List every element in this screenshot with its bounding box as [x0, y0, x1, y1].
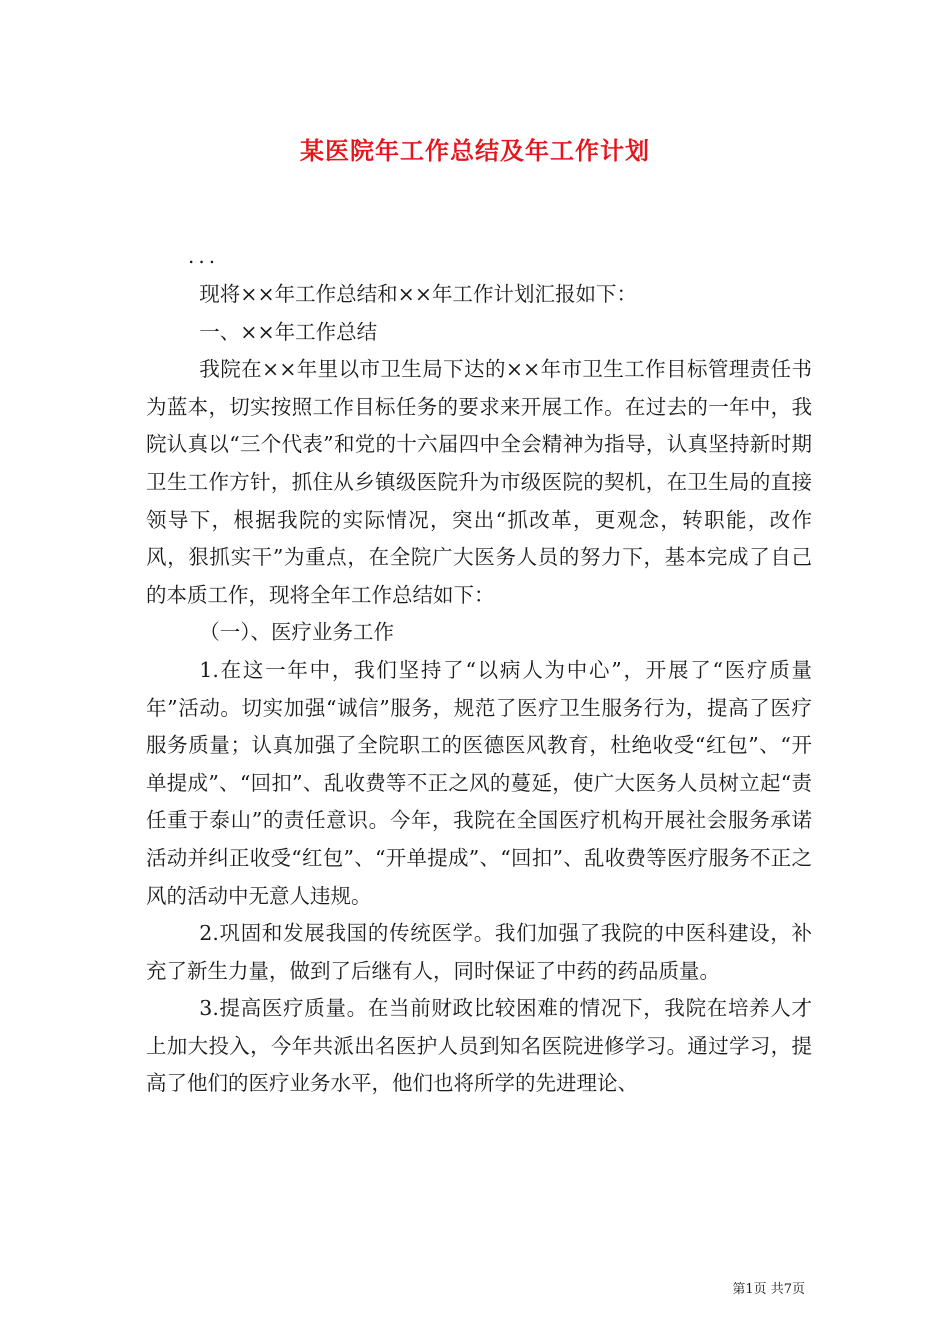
intro-paragraph: 现将××年工作总结和××年工作计划汇报如下： [199, 282, 638, 306]
item-1-paragraph: 1.在这一年中，我们坚持了“以病人为中心”，开展了“医疗质量年”活动。切实加强“诚信”服务，规范了医疗卫生服务行为，提高了医疗服务质量；认真加强了全院职工的医德医风教育，杜绝收受“红包”、“开单提成”、“回扣”、乱收费等不正之风的蔓延，使广大医务人员树立起“责任重于泰山”的责任意识。今年，我院在全国医疗机构开展社会服务承诺活动并纠正收受“红包”、“开单提成”、“回扣”、乱收费等医疗服务不正之风的活动中无意人违规。 [146, 657, 812, 908]
section-heading: 一、××年工作总结 [199, 319, 378, 344]
item-3-paragraph: 3.提高医疗质量。在当前财政比较困难的情况下，我院在培养人才上加大投入，今年共派出名医护人员到知名医院进修学习。通过学习，提高了他们的医疗业务水平，他们也将所学的先进理论、 [146, 996, 812, 1096]
document-body [146, 276, 812, 1103]
summary-paragraph: 我院在××年里以市卫生局下达的××年市卫生工作目标管理责任书为蓝本，切实按照工作目标任务的要求来开展工作。在过去的一年中，我院认真以“三个代表”和党的十六届四中全会精神为指导，认真坚持新时期卫生工作方针，抓住从乡镇级医院升为市级医院的契机，在卫生局的直接领导下，根据我院的实际情况，突出“抓改革，更观念，转职能，改作风，狠抓实干”为重点，在全院广大医务人员的努力下，基本完成了自己的本质工作，现将全年工作总结如下： [146, 357, 812, 607]
subsection-heading: （一）、医疗业务工作 [199, 620, 395, 645]
item-2-paragraph: 2.巩固和发展我国的传统医学。我们加强了我院的中医科建设，补充了新生力量，做到了后继有人，同时保证了中药的药品质量。 [146, 921, 812, 983]
page-number: 第1页 共7页 [732, 1282, 805, 1297]
document-title: 某医院年工作总结及年工作计划 [300, 136, 650, 165]
ellipsis-marker: ... [188, 244, 220, 268]
